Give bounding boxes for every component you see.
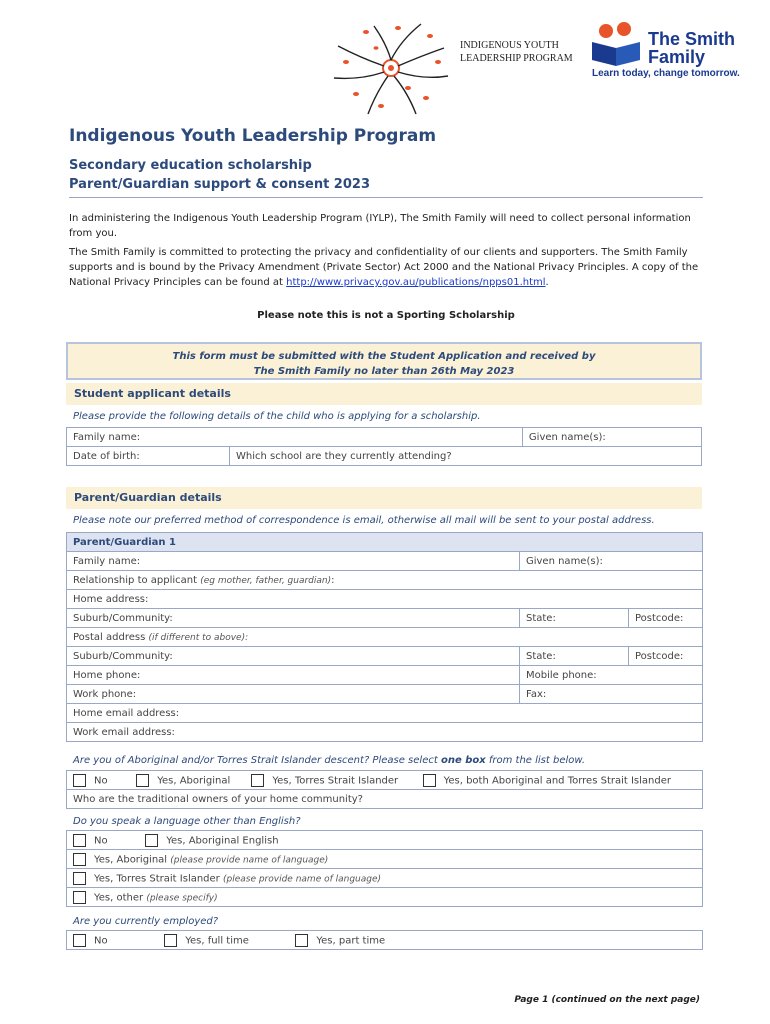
student-given-names-field[interactable]: Given name(s): <box>522 428 701 447</box>
sf-name-line2: Family <box>648 47 706 67</box>
sporting-note: Please note this is not a Sporting Scholarship <box>257 310 515 321</box>
descent-question-a: Are you of Aboriginal and/or Torres Strait Islander descent? Please select <box>73 755 441 766</box>
language-table <box>66 830 703 907</box>
student-family-name-field[interactable]: Family name: <box>67 428 523 447</box>
language-option-no-label: No <box>94 835 108 846</box>
language-tsi-hint: (please provide name of language) <box>222 874 382 884</box>
postal-address-label: Postal address <box>73 631 149 643</box>
relationship-colon: : <box>331 574 335 586</box>
language-option-aboriginal[interactable] <box>67 850 703 869</box>
language-aboriginal-label: Yes, Aboriginal <box>94 854 171 865</box>
descent-option-both[interactable] <box>423 774 671 787</box>
intro-paragraph-2 <box>69 245 699 290</box>
checkbox[interactable] <box>73 934 86 947</box>
parent-instruction: Please note our preferred method of correspondence is email, otherwise all mail will be sent to your postal address. <box>73 515 655 526</box>
descent-option-aboriginal[interactable] <box>136 774 248 787</box>
descent-option-tsi[interactable] <box>251 774 419 787</box>
language-other-hint: (please specify) <box>146 893 218 903</box>
descent-option-both-label: Yes, both Aboriginal and Torres Strait Islander <box>443 775 671 786</box>
employment-option-part-time-label: Yes, part time <box>316 935 386 946</box>
smith-family-logo-icon <box>590 22 646 68</box>
home-email-field[interactable]: Home email address: <box>67 704 703 723</box>
language-other-label: Yes, other <box>94 892 147 903</box>
postcode-field[interactable]: Postcode: <box>628 609 702 628</box>
relationship-field[interactable] <box>67 571 703 590</box>
sf-name-line1: The Smith <box>648 29 736 49</box>
employment-option-part-time[interactable] <box>295 934 385 947</box>
parent-guardian-1-subheading: Parent/Guardian 1 <box>67 533 703 552</box>
intro-p2-text: The Smith Family is committed to protecting the privacy and confidentiality of our clients and supporters. The Smith Family supports and is bound by the Privacy Amendment (Private Sector) Act 2000 and the National Privacy Principles. A copy of the National Privacy Principles can be found at <box>69 247 699 288</box>
suburb-field[interactable]: Suburb/Community: <box>67 609 520 628</box>
checkbox[interactable] <box>145 834 158 847</box>
page-title: Indigenous Youth Leadership Program <box>69 126 437 146</box>
postal-state-field[interactable]: State: <box>519 647 628 666</box>
language-option-other[interactable] <box>67 888 703 907</box>
language-aboriginal-hint: (please provide name of language) <box>170 855 329 865</box>
checkbox[interactable] <box>423 774 436 787</box>
intro-paragraph-1: In administering the Indigenous Youth Leadership Program (IYLP), The Smith Family will need to collect personal information from you. <box>69 213 691 239</box>
privacy-link[interactable]: http://www.privacy.gov.au/publications/npps01.html <box>286 277 546 288</box>
checkbox[interactable] <box>164 934 177 947</box>
checkbox[interactable] <box>73 834 86 847</box>
language-option-no[interactable] <box>73 834 142 847</box>
descent-option-no-label: No <box>94 775 108 786</box>
student-instruction: Please provide the following details of the child who is applying for a scholarship. <box>73 411 481 422</box>
relationship-hint: (eg mother, father, guardian) <box>200 575 332 586</box>
subtitle-scholarship: Secondary education scholarship <box>69 158 312 173</box>
home-phone-field[interactable]: Home phone: <box>67 666 520 685</box>
relationship-label: Relationship to applicant <box>73 574 201 586</box>
subtitle-consent: Parent/Guardian support & consent 2023 <box>69 177 370 192</box>
checkbox[interactable] <box>73 774 86 787</box>
descent-table <box>66 770 703 809</box>
employment-option-no[interactable] <box>73 934 161 947</box>
checkbox[interactable] <box>136 774 149 787</box>
descent-options-row <box>67 771 703 790</box>
traditional-owners-field[interactable]: Who are the traditional owners of your home community? <box>67 790 703 809</box>
submission-callout <box>66 342 702 380</box>
iylp-logo <box>326 18 456 118</box>
postal-address-field[interactable] <box>67 628 703 647</box>
checkbox[interactable] <box>73 872 86 885</box>
postal-suburb-field[interactable]: Suburb/Community: <box>67 647 520 666</box>
language-option-aboriginal-english-label: Yes, Aboriginal English <box>166 835 279 846</box>
fax-field[interactable]: Fax: <box>519 685 702 704</box>
descent-question-b: one box <box>440 755 486 766</box>
student-dob-field[interactable]: Date of birth: <box>67 447 230 466</box>
mobile-phone-field[interactable]: Mobile phone: <box>519 666 702 685</box>
checkbox[interactable] <box>73 853 86 866</box>
language-option-aboriginal-english[interactable] <box>145 834 278 847</box>
callout-line1: This form must be submitted with the Student Application and received by <box>172 351 596 362</box>
descent-question-c: from the list below. <box>485 755 586 766</box>
smith-family-tagline: Learn today, change tomorrow. <box>592 68 740 79</box>
work-email-field[interactable]: Work email address: <box>67 723 703 742</box>
language-question: Do you speak a language other than English? <box>73 816 301 827</box>
parent-section-heading: Parent/Guardian details <box>66 487 702 509</box>
page-footer: Page 1 (continued on the next page) <box>514 995 700 1005</box>
home-address-field[interactable]: Home address: <box>67 590 703 609</box>
language-option-tsi[interactable] <box>67 869 703 888</box>
language-row-1 <box>67 831 703 850</box>
iylp-line1: INDIGENOUS YOUTH <box>460 40 559 51</box>
student-school-field[interactable]: Which school are they currently attending? <box>230 447 702 466</box>
employment-table <box>66 930 703 950</box>
smith-family-wordmark <box>648 30 735 66</box>
state-field[interactable]: State: <box>519 609 628 628</box>
parent-given-names-field[interactable]: Given name(s): <box>519 552 702 571</box>
intro-p2-end: . <box>545 277 549 288</box>
iylp-line2: LEADERSHIP PROGRAM <box>460 53 573 64</box>
checkbox[interactable] <box>295 934 308 947</box>
employment-option-full-time[interactable] <box>164 934 292 947</box>
checkbox[interactable] <box>251 774 264 787</box>
descent-option-tsi-label: Yes, Torres Strait Islander <box>272 775 399 786</box>
postal-postcode-field[interactable]: Postcode: <box>628 647 702 666</box>
language-tsi-label: Yes, Torres Strait Islander <box>94 873 223 884</box>
callout-line2: The Smith Family no later than 26th May 2023 <box>253 366 515 377</box>
employment-options-row <box>67 931 703 950</box>
employment-question: Are you currently employed? <box>73 916 219 927</box>
descent-option-aboriginal-label: Yes, Aboriginal <box>157 775 231 786</box>
student-details-table <box>66 427 702 466</box>
work-phone-field[interactable]: Work phone: <box>67 685 520 704</box>
parent-details-table <box>66 532 703 742</box>
descent-option-no[interactable] <box>73 774 133 787</box>
parent-family-name-field[interactable]: Family name: <box>67 552 520 571</box>
postal-address-hint: (if different to above): <box>148 632 249 643</box>
employment-option-full-time-label: Yes, full time <box>185 935 249 946</box>
iylp-logo-text <box>460 39 573 65</box>
title-divider <box>69 197 703 198</box>
descent-question <box>73 755 585 766</box>
employment-option-no-label: No <box>94 935 108 946</box>
checkbox[interactable] <box>73 891 86 904</box>
student-section-heading: Student applicant details <box>66 383 702 405</box>
